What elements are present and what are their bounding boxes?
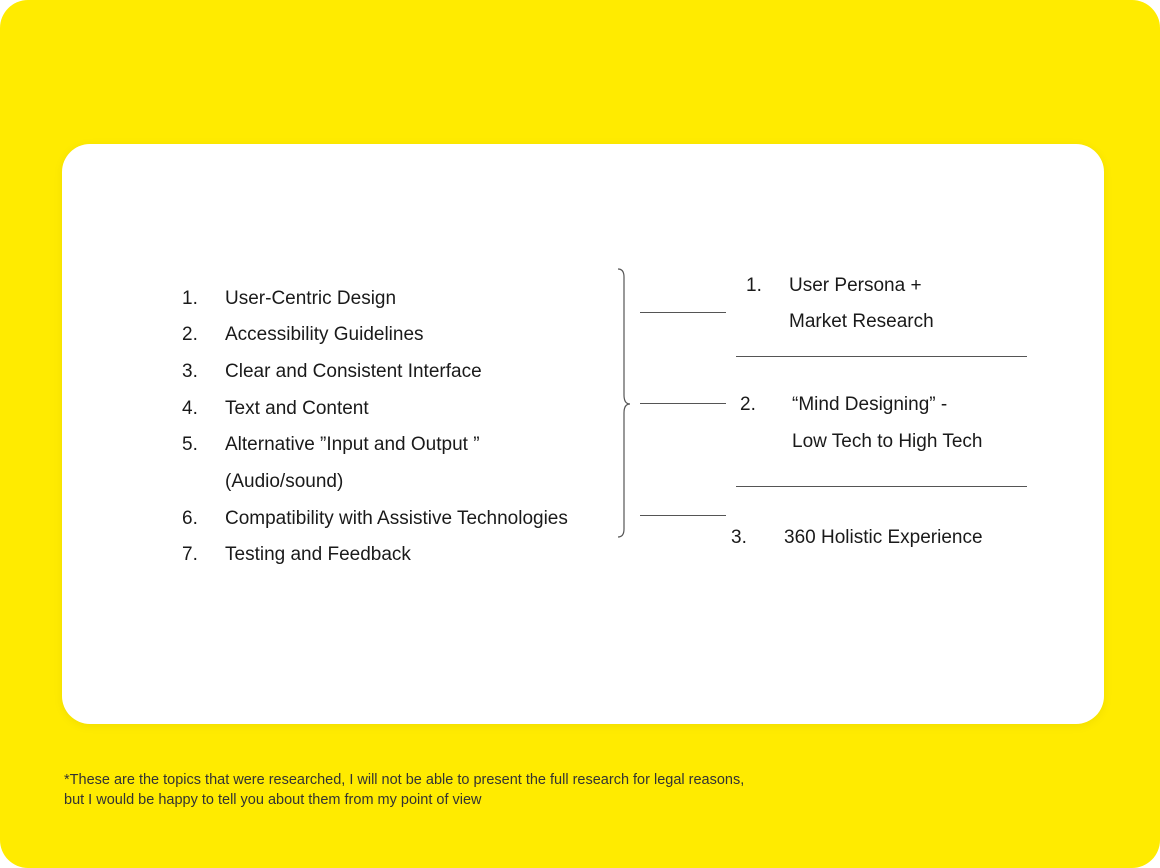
outcome-label-line2: Low Tech to High Tech [792, 431, 983, 452]
divider-line [736, 486, 1027, 487]
list-item-label: Compatibility with Assistive Technologies [225, 508, 568, 529]
list-item-number: 3. [182, 361, 198, 382]
outcome-number: 1. [746, 275, 762, 296]
list-item-label: Alternative ”Input and Output ” [225, 434, 480, 455]
connector-line [640, 312, 726, 313]
list-item-number: 5. [182, 434, 198, 455]
list-item-number: 4. [182, 398, 198, 419]
list-item-label: Accessibility Guidelines [225, 324, 424, 345]
list-item-number: 6. [182, 508, 198, 529]
connector-line [640, 403, 726, 404]
connector-line [640, 515, 726, 516]
list-item-number: 2. [182, 324, 198, 345]
divider-line [736, 356, 1027, 357]
outcome-number: 3. [731, 527, 747, 548]
list-item-label: Text and Content [225, 398, 369, 419]
list-item-number: 1. [182, 288, 198, 309]
outcome-label: 360 Holistic Experience [784, 527, 983, 548]
list-item-label-line2: (Audio/sound) [225, 471, 344, 492]
outcome-label: User Persona + [789, 275, 922, 296]
outcome-label: “Mind Designing” - [792, 394, 948, 415]
list-item-label: Testing and Feedback [225, 544, 411, 565]
outcome-number: 2. [740, 394, 756, 415]
footnote: *These are the topics that were researched, I will not be able to present the full research for legal reasons, but I would be happy to tell you about them from my point of view [64, 772, 745, 808]
list-item-number: 7. [182, 544, 198, 565]
outcome-label-line2: Market Research [789, 311, 934, 332]
list-item-label: User-Centric Design [225, 288, 397, 309]
list-item-label: Clear and Consistent Interface [225, 361, 482, 382]
curly-brace [612, 265, 632, 543]
